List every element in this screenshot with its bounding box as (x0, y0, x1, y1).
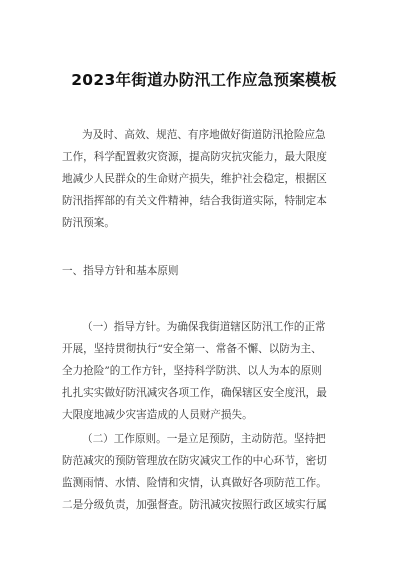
text-line: 工作，科学配置救灾资源，提高防灾抗灾能力，最大限度 (62, 151, 327, 163)
intro-paragraph (62, 124, 352, 234)
text-line: 开展，坚持贯彻执行“安全第一、常备不懈、以防为主、 (62, 343, 322, 355)
guide-paragraph (62, 316, 352, 426)
text-line: 防范减灾的预防管理放在防灾减灾工作的中心环节，密切 (62, 455, 327, 467)
text-line: 大限度地减少灾害造成的人员财产损失。 (62, 409, 253, 421)
text-line: 防汛指挥部的有关文件精神，结合我街道实际，特制定本 (62, 195, 327, 207)
text-line: （一）指导方针。为确保我街道辖区防汛工作的正常 (82, 321, 326, 333)
text-line: 防汛预案。 (62, 217, 115, 229)
text-line: 二是分级负责，加强督查。防汛减灾按照行政区域实行属 (62, 499, 327, 511)
principle-paragraph (62, 428, 352, 516)
text-line: 扎扎实实做好防汛减灾各项工作，确保辖区安全度汛，最 (62, 387, 327, 399)
text-line: 监测雨情、水情、险情和灾情，认真做好各项防范工作。 (62, 477, 327, 489)
section-heading (62, 260, 352, 282)
text-line: 全力抢险”的工作方针，坚持科学防洪、以人为本的原则 (62, 365, 322, 377)
document-title: 2023年街道办防汛工作应急预案模板 (71, 71, 337, 89)
text-line: （二）工作原则。一是立足预防，主动防范。坚持把 (82, 433, 326, 445)
text-line: 为及时、高效、规范、有序地做好街道防汛抢险应急 (82, 129, 326, 141)
text-line: 地减少人民群众的生命财产损失，维护社会稳定，根据区 (62, 173, 327, 185)
section-heading-text: 一、指导方针和基本原则 (62, 265, 179, 277)
